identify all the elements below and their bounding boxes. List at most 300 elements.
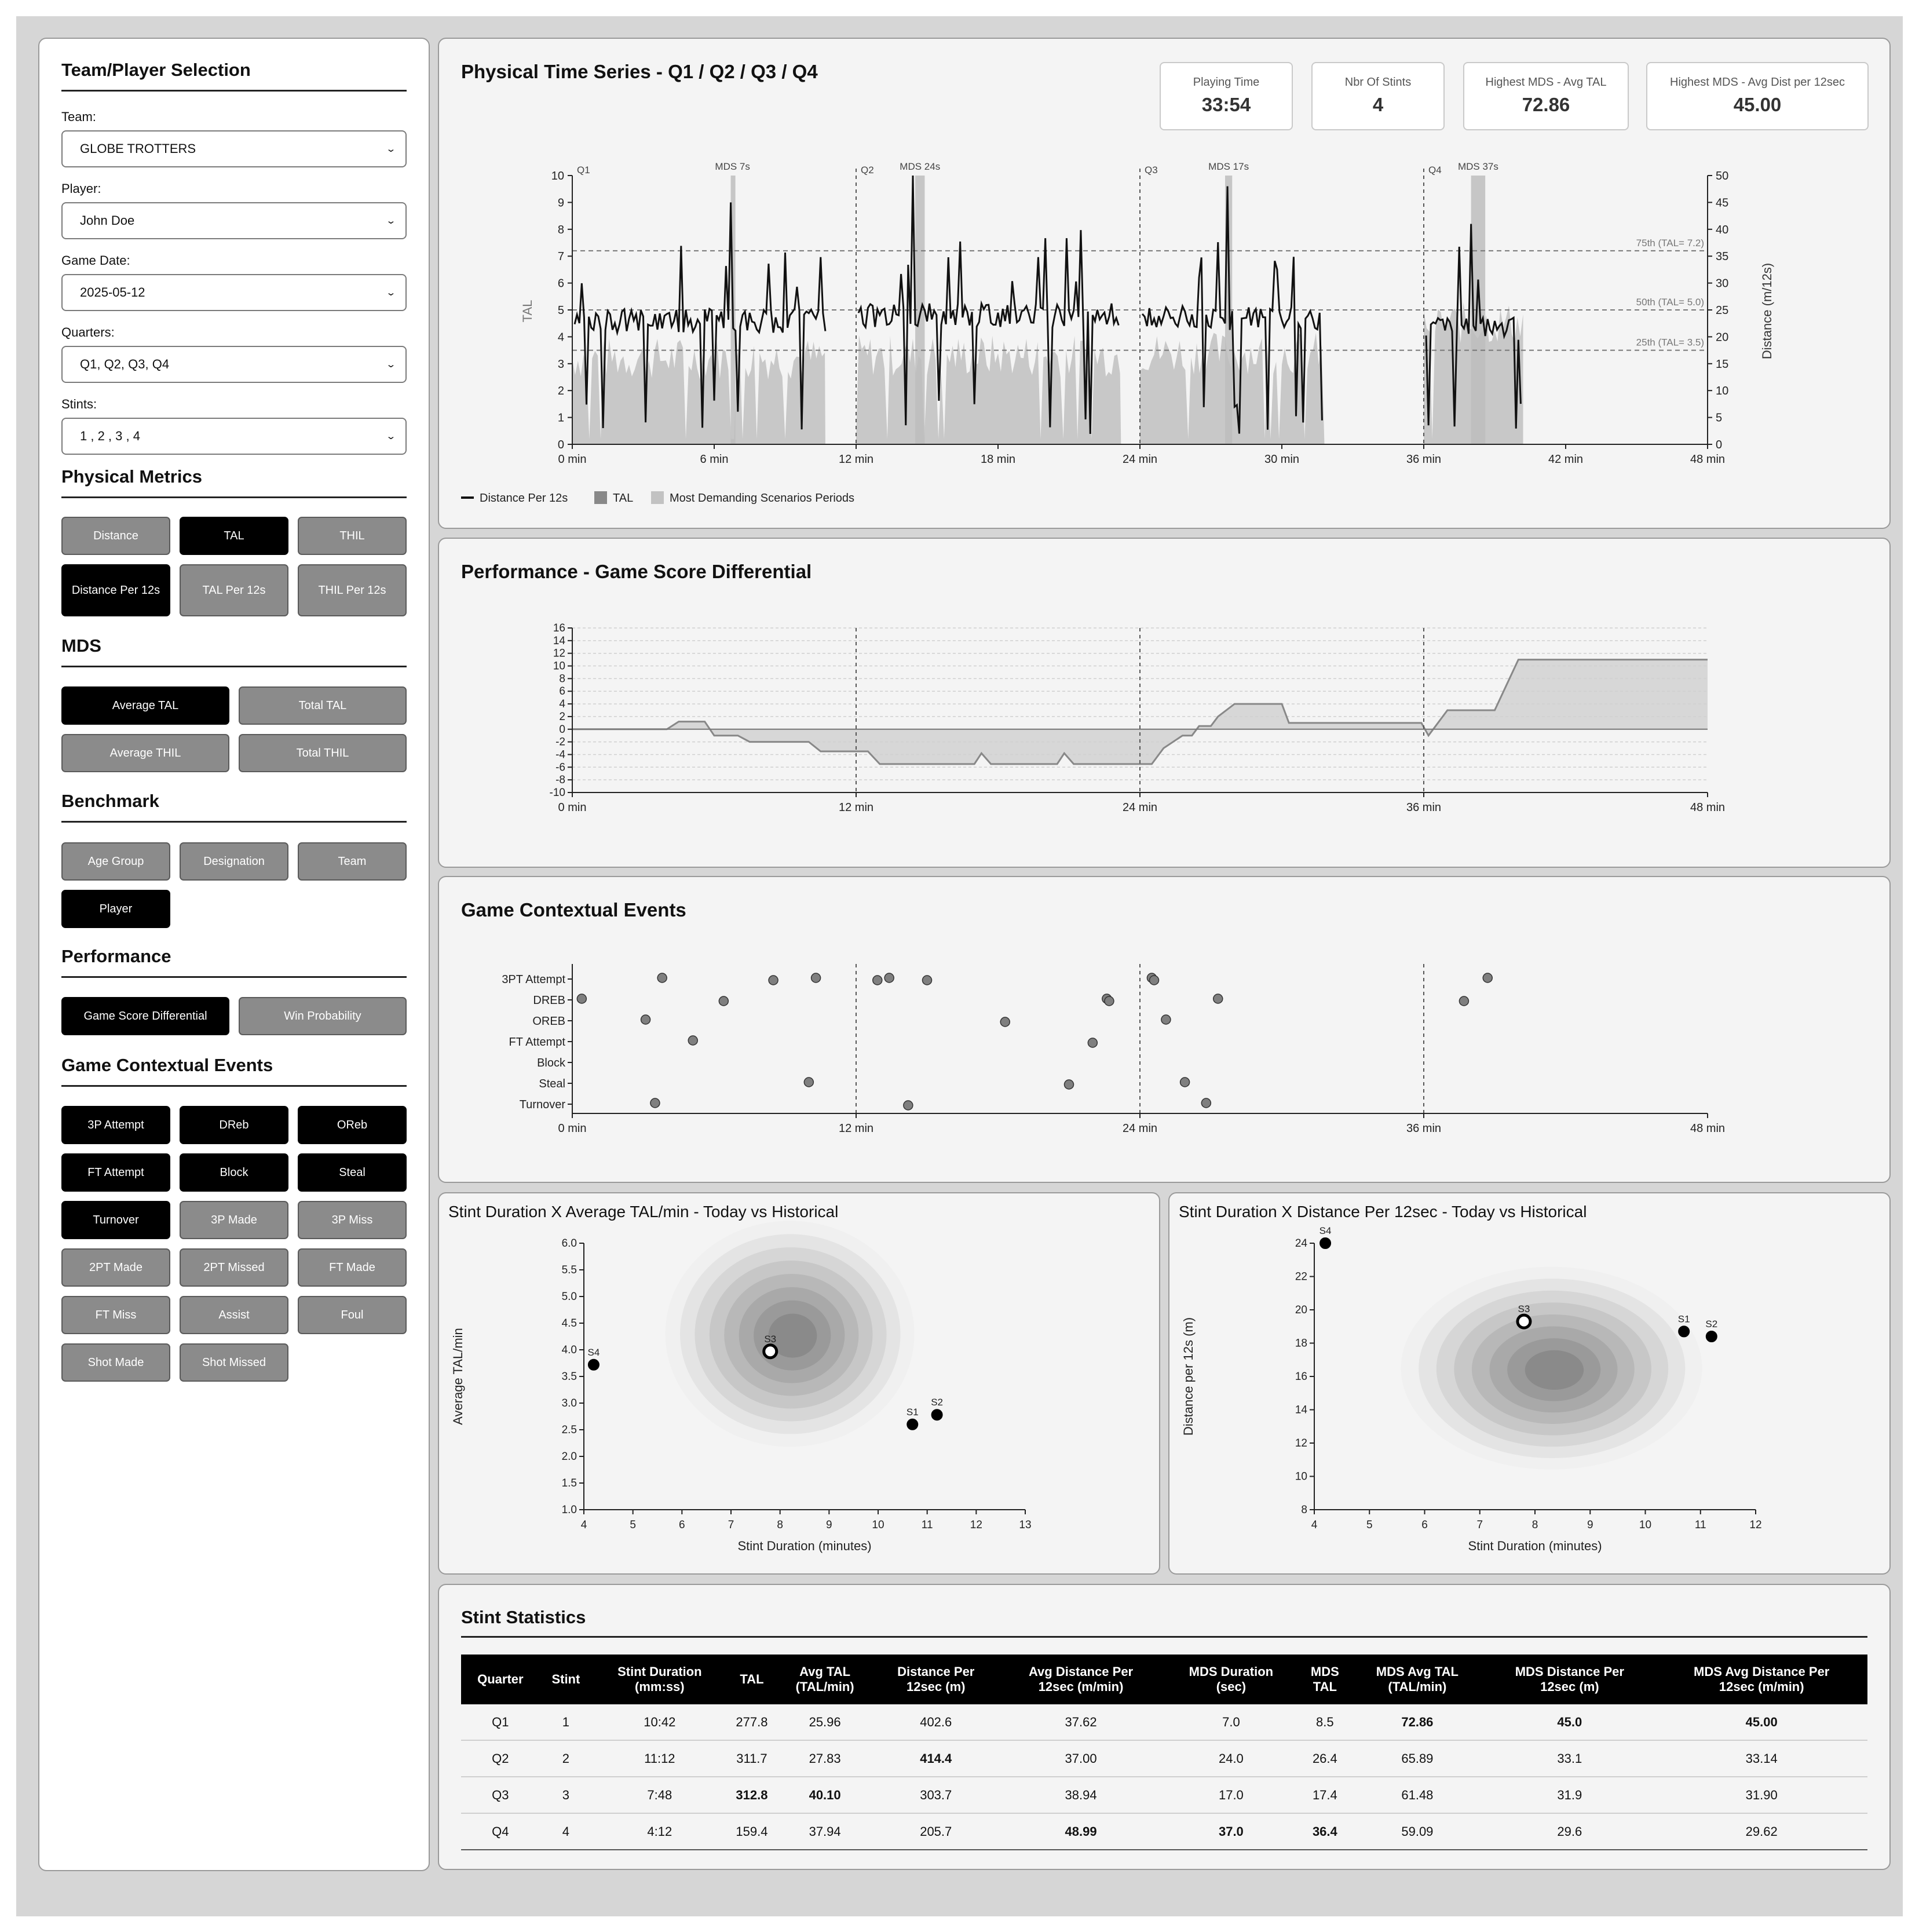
table-cell: 17.4 (1299, 1777, 1351, 1813)
table-cell: 61.48 (1351, 1777, 1484, 1813)
table-cell: 26.4 (1299, 1740, 1351, 1777)
table-row (461, 1813, 1867, 1850)
stints-label: Stints: (61, 397, 97, 411)
table-cell: 33.14 (1655, 1740, 1867, 1777)
y-tick-label: -4 (555, 748, 565, 761)
steal-button[interactable]: Steal (298, 1153, 407, 1192)
kpi-value: 72.86 (1522, 94, 1570, 115)
category-label-block: Block (537, 1057, 565, 1069)
table-cell: 45.00 (1655, 1704, 1867, 1740)
table-cell: 29.62 (1655, 1813, 1867, 1850)
divider (61, 976, 407, 978)
y-tick-label: 4.0 (561, 1344, 577, 1356)
legend-distance: Distance Per 12s (480, 492, 568, 505)
tal-button[interactable]: TAL (180, 517, 288, 555)
kpi-value: 45.00 (1733, 94, 1782, 115)
event-point-steal (1180, 1078, 1190, 1087)
shot-made-button[interactable]: Shot Made (61, 1343, 170, 1382)
column-header-avg-distance-per-12sec-m-min: Avg Distance Per 12sec (m/min) (999, 1655, 1164, 1704)
scatter-tal-chart (439, 1193, 1159, 1573)
y-tick-label: 1.0 (561, 1504, 577, 1516)
x-tick-label: 0 min (558, 1122, 587, 1135)
y-tick-label: 4 (557, 331, 564, 344)
table-cell: 311.7 (728, 1740, 777, 1777)
table-cell: 37.62 (999, 1704, 1164, 1740)
stint-label-s1: S1 (1677, 1313, 1690, 1325)
mds-label-4: MDS 37s (1457, 161, 1498, 172)
y-tick-label: 5.0 (561, 1291, 577, 1303)
table-cell: 37.0 (1164, 1813, 1299, 1850)
quarters-value: Q1, Q2, Q3, Q4 (80, 357, 170, 371)
age-group-button[interactable]: Age Group (61, 842, 170, 881)
x-tick-label: 12 (1749, 1519, 1762, 1531)
player-button[interactable]: Player (61, 890, 170, 928)
stint-point-s2 (1706, 1331, 1717, 1342)
total-thil-button[interactable]: Total THIL (239, 734, 407, 772)
chevron-down-icon: ⌄ (385, 359, 396, 370)
stint-point-s4 (1320, 1238, 1330, 1248)
table-cell: 402.6 (873, 1704, 999, 1740)
y-tick-label: 4.5 (561, 1317, 577, 1330)
stints-value: 1 , 2 , 3 , 4 (80, 429, 140, 443)
stint-point-s1 (907, 1419, 918, 1430)
event-point-oreb (1000, 1017, 1010, 1027)
x-tick-label: 24 min (1122, 453, 1158, 466)
y-tick-label: 16 (1295, 1371, 1307, 1383)
win-probability-button[interactable]: Win Probability (239, 997, 407, 1035)
x-tick-label: 4 (1311, 1519, 1318, 1531)
y-tick-label: -6 (555, 761, 565, 774)
table-row (461, 1777, 1867, 1813)
table-cell: 7.0 (1164, 1704, 1299, 1740)
table-cell: 25.96 (776, 1704, 873, 1740)
y-tick-label: 6.0 (561, 1237, 577, 1250)
x-tick-label: 8 (1531, 1519, 1538, 1531)
event-point-3pt-attempt (1150, 976, 1159, 985)
table-cell: Q2 (461, 1740, 540, 1777)
event-point-ft-attempt (688, 1036, 697, 1045)
y-tick-label: 1 (557, 411, 564, 425)
divider (61, 666, 407, 667)
x-tick-label: 36 min (1406, 801, 1442, 814)
y2-tick-label: 20 (1716, 331, 1729, 344)
team-button[interactable]: Team (298, 842, 407, 881)
x-tick-label: 10 (872, 1519, 884, 1531)
designation-button[interactable]: Designation (180, 842, 288, 881)
x-tick-label: 6 (1421, 1519, 1428, 1531)
table-cell: 159.4 (728, 1813, 777, 1850)
event-point-oreb (641, 1015, 650, 1024)
y-tick-label: 3 (557, 357, 564, 371)
x-tick-label: 4 (580, 1519, 587, 1531)
ft-attempt-button[interactable]: FT Attempt (61, 1153, 170, 1192)
table-cell: 2 (540, 1740, 592, 1777)
event-point-turnover (904, 1101, 913, 1110)
tal-per-12s-button[interactable]: TAL Per 12s (180, 564, 288, 616)
x-tick-label: 6 (679, 1519, 685, 1531)
table-cell: 48.99 (999, 1813, 1164, 1850)
stint-statistics-panel (438, 1584, 1891, 1870)
player-select[interactable] (61, 202, 407, 239)
divider (61, 1085, 407, 1087)
y-tick-label: 14 (1295, 1404, 1307, 1416)
category-label-oreb: OREB (532, 1015, 565, 1028)
scatter-distance-chart (1169, 1193, 1889, 1573)
table-cell: 36.4 (1299, 1813, 1351, 1850)
player-label: Player: (61, 181, 101, 196)
physical-metrics-title: Physical Metrics (61, 466, 202, 487)
y-tick-label: 5 (557, 304, 564, 317)
y2-tick-label: 35 (1716, 250, 1729, 264)
event-point-3pt-attempt (657, 973, 667, 983)
table-body (461, 1704, 1867, 1850)
kpi-title: Playing Time (1193, 76, 1260, 89)
table-cell: 10:42 (592, 1704, 728, 1740)
scatter-tal-panel (438, 1192, 1160, 1575)
x-tick-label: 9 (1587, 1519, 1593, 1531)
table-cell: 72.86 (1351, 1704, 1484, 1740)
y-tick-label: 3.5 (561, 1371, 577, 1383)
y-tick-label: 6 (559, 685, 565, 698)
y-tick-label: 2 (559, 710, 565, 723)
tal-area-stint-2 (856, 335, 1121, 444)
x-axis-title: Stint Duration (minutes) (737, 1539, 872, 1553)
table-cell: 205.7 (873, 1813, 999, 1850)
event-point-3pt-attempt (1483, 973, 1492, 983)
time-series-title: Physical Time Series - Q1 / Q2 / Q3 / Q4 (461, 61, 818, 82)
chevron-down-icon: ⌄ (385, 143, 396, 154)
x-tick-label: 12 min (838, 1122, 874, 1135)
oreb-button[interactable]: OReb (298, 1106, 407, 1144)
column-header-quarter: Quarter (461, 1655, 540, 1704)
events-panel-title: Game Contextual Events (461, 899, 686, 921)
y2-tick-label: 40 (1716, 223, 1729, 236)
y-tick-label: 10 (551, 170, 564, 182)
stint-point-s2 (932, 1409, 942, 1420)
x-tick-label: 9 (826, 1519, 832, 1531)
assist-button[interactable]: Assist (180, 1296, 288, 1334)
performance-title: Performance (61, 946, 171, 966)
table-cell: Q1 (461, 1704, 540, 1740)
event-point-steal (804, 1078, 813, 1087)
y-tick-label: 4 (559, 698, 565, 711)
x-tick-label: 6 min (700, 453, 729, 466)
column-header-mds-avg-tal-tal-min: MDS Avg TAL (TAL/min) (1351, 1655, 1484, 1704)
stint-label-s3: S3 (764, 1333, 777, 1345)
benchmark-title: Benchmark (61, 791, 159, 811)
average-tal-button[interactable]: Average TAL (61, 686, 229, 725)
y-tick-label: 0 (559, 723, 565, 736)
table-cell: 37.00 (999, 1740, 1164, 1777)
event-point-3pt-attempt (769, 976, 778, 985)
y2-tick-label: 50 (1716, 170, 1729, 182)
3p-made-button[interactable]: 3P Made (180, 1201, 288, 1239)
y-tick-label: 8 (1301, 1504, 1307, 1516)
event-point-dreb (719, 996, 728, 1006)
event-point-3pt-attempt (884, 973, 894, 983)
3p-attempt-button[interactable]: 3P Attempt (61, 1106, 170, 1144)
x-tick-label: 12 min (838, 801, 874, 814)
y-tick-label: 1.5 (561, 1477, 577, 1489)
x-tick-label: 30 min (1264, 453, 1300, 466)
total-tal-button[interactable]: Total TAL (239, 686, 407, 725)
column-header-avg-tal-tal-min: Avg TAL (TAL/min) (776, 1655, 873, 1704)
event-point-ft-attempt (1088, 1038, 1097, 1047)
player-value: John Doe (80, 213, 135, 228)
category-label-steal: Steal (539, 1078, 565, 1090)
turnover-button[interactable]: Turnover (61, 1201, 170, 1239)
x-tick-label: 48 min (1690, 1122, 1726, 1135)
y-tick-label: 8 (557, 223, 564, 236)
game-score-differential-button[interactable]: Game Score Differential (61, 997, 229, 1035)
x-tick-label: 48 min (1690, 801, 1726, 814)
y2-axis-title: Distance (m/12s) (1760, 262, 1774, 360)
table-cell: 37.94 (776, 1813, 873, 1850)
y2-tick-label: 30 (1716, 277, 1729, 290)
block-button[interactable]: Block (180, 1153, 288, 1192)
column-header-distance-per-12sec-m: Distance Per 12sec (m) (873, 1655, 999, 1704)
y-tick-label: 10 (1295, 1470, 1307, 1483)
kpi-title: Highest MDS - Avg Dist per 12sec (1670, 76, 1845, 89)
stint-point-s3 (764, 1345, 777, 1358)
reference-label-3: 25th (TAL= 3.5) (1636, 337, 1704, 348)
distance-per-12s-button[interactable]: Distance Per 12s (61, 564, 170, 616)
team-select[interactable] (61, 130, 407, 167)
event-point-dreb (1105, 996, 1114, 1006)
kpi-title: Highest MDS - Avg TAL (1485, 76, 1607, 89)
x-tick-label: 18 min (980, 453, 1016, 466)
table-cell: 4:12 (592, 1813, 728, 1850)
category-label-ft-attempt: FT Attempt (509, 1036, 565, 1049)
divider (461, 1636, 1867, 1638)
x-tick-label: 10 (1639, 1519, 1652, 1531)
event-point-steal (1065, 1080, 1074, 1089)
table-cell: 8.5 (1299, 1704, 1351, 1740)
score-differential-panel (438, 538, 1891, 868)
x-tick-label: 48 min (1690, 453, 1726, 466)
column-header-stint-duration-mm-ss: Stint Duration (mm:ss) (592, 1655, 728, 1704)
game-date-select[interactable] (61, 274, 407, 311)
mds-label-3: MDS 17s (1208, 161, 1249, 172)
category-label-dreb: DREB (533, 994, 565, 1007)
x-tick-label: 5 (1366, 1519, 1373, 1531)
x-tick-label: 12 min (838, 453, 874, 466)
x-tick-label: 8 (777, 1519, 783, 1531)
table-cell: 303.7 (873, 1777, 999, 1813)
category-label-3pt-attempt: 3PT Attempt (502, 973, 565, 986)
table-cell: 1 (540, 1704, 592, 1740)
sidebar (38, 38, 430, 1871)
y-tick-label: 0 (557, 439, 564, 451)
table-cell: 65.89 (1351, 1740, 1484, 1777)
thil-button[interactable]: THIL (298, 517, 407, 555)
divider (61, 496, 407, 498)
table-cell: 33.1 (1483, 1740, 1655, 1777)
divider (61, 821, 407, 823)
column-header-mds-tal: MDS TAL (1299, 1655, 1351, 1704)
score-differential-chart (439, 539, 1889, 867)
y-tick-label: 5.5 (561, 1264, 577, 1276)
table-row (461, 1740, 1867, 1777)
x-tick-label: 7 (1476, 1519, 1483, 1531)
reference-label-1: 75th (TAL= 7.2) (1636, 237, 1704, 249)
chevron-down-icon: ⌄ (385, 287, 396, 298)
y-tick-label: -2 (555, 736, 565, 748)
y-tick-label: 2.0 (561, 1451, 577, 1463)
y-tick-label: 7 (557, 250, 564, 264)
events-chart (439, 877, 1889, 1182)
scatter-distance-panel (1168, 1192, 1891, 1575)
stats-title: Stint Statistics (461, 1607, 586, 1627)
x-tick-label: 12 (970, 1519, 982, 1531)
x-tick-label: 5 (630, 1519, 636, 1531)
table-cell: 45.0 (1483, 1704, 1655, 1740)
table-cell: 59.09 (1351, 1813, 1484, 1850)
chevron-down-icon: ⌄ (385, 430, 396, 441)
shot-missed-button[interactable]: Shot Missed (180, 1343, 288, 1382)
table-cell: Q4 (461, 1813, 540, 1850)
kpi-value: 4 (1372, 94, 1384, 115)
column-header-mds-avg-distance-per-12sec-m-min: MDS Avg Distance Per 12sec (m/min) (1655, 1655, 1867, 1704)
ft-made-button[interactable]: FT Made (298, 1248, 407, 1287)
legend-mds-swatch (651, 491, 664, 504)
y-tick-label: 12 (553, 647, 565, 660)
scatter-distance-title: Stint Duration X Distance Per 12sec - Today vs Historical (1179, 1203, 1587, 1221)
3p-miss-button[interactable]: 3P Miss (298, 1201, 407, 1239)
score-title: Performance - Game Score Differential (461, 561, 812, 582)
column-header-tal: TAL (728, 1655, 777, 1704)
x-axis-title: Stint Duration (minutes) (1468, 1539, 1602, 1553)
table-cell: 4 (540, 1813, 592, 1850)
kpi-value: 33:54 (1201, 94, 1251, 115)
stint-point-s1 (1679, 1326, 1689, 1336)
quarter-label-q3: Q3 (1145, 165, 1158, 176)
y-tick-label: 8 (559, 673, 565, 685)
game-date-value: 2025-05-12 (80, 285, 145, 300)
table-cell: 3 (540, 1777, 592, 1813)
distance-button[interactable]: Distance (61, 517, 170, 555)
table-cell: 31.9 (1483, 1777, 1655, 1813)
event-point-3pt-attempt (812, 973, 821, 983)
stint-label-s1: S1 (906, 1406, 919, 1418)
stint-point-s3 (1518, 1315, 1530, 1328)
table-cell: 24.0 (1164, 1740, 1299, 1777)
event-point-3pt-attempt (873, 976, 882, 985)
event-point-oreb (1161, 1015, 1171, 1024)
stints-select[interactable] (61, 418, 407, 455)
y-tick-label: 22 (1295, 1270, 1307, 1283)
event-point-dreb (577, 994, 586, 1003)
event-point-dreb (1213, 994, 1223, 1003)
y-tick-label: 12 (1295, 1437, 1307, 1449)
y-tick-label: 9 (557, 196, 564, 210)
dreb-button[interactable]: DReb (180, 1106, 288, 1144)
divider (61, 90, 407, 92)
event-point-3pt-attempt (923, 976, 932, 985)
x-tick-label: 13 (1019, 1519, 1032, 1531)
quarter-label-q4: Q4 (1428, 165, 1442, 176)
category-label-turnover: Turnover (519, 1098, 565, 1111)
table-cell: 11:12 (592, 1740, 728, 1777)
stint-statistics-table (461, 1655, 1867, 1850)
2pt-made-button[interactable]: 2PT Made (61, 1248, 170, 1287)
time-series-panel (438, 38, 1891, 529)
quarter-label-q1: Q1 (577, 165, 590, 176)
y-axis-title: Distance per 12s (m) (1181, 1317, 1196, 1436)
reference-label-2: 50th (TAL= 5.0) (1636, 297, 1704, 308)
selection-title: Team/Player Selection (61, 60, 251, 80)
table-cell: 7:48 (592, 1777, 728, 1813)
legend-mds: Most Demanding Scenarios Periods (670, 492, 855, 505)
y-axis-title: TAL (520, 300, 535, 323)
stint-label-s3: S3 (1518, 1303, 1530, 1315)
game-date-label: Game Date: (61, 253, 130, 268)
y2-tick-label: 15 (1716, 357, 1729, 371)
y-tick-label: 16 (553, 622, 565, 634)
y-tick-label: 2 (557, 385, 564, 398)
column-header-stint: Stint (540, 1655, 592, 1704)
events-title: Game Contextual Events (61, 1055, 273, 1075)
ft-miss-button[interactable]: FT Miss (61, 1296, 170, 1334)
table-cell: 27.83 (776, 1740, 873, 1777)
quarters-select[interactable] (61, 346, 407, 383)
table-cell: 31.90 (1655, 1777, 1867, 1813)
events-panel (438, 876, 1891, 1183)
x-tick-label: 42 min (1548, 453, 1584, 466)
average-thil-button[interactable]: Average THIL (61, 734, 229, 772)
x-tick-label: 0 min (558, 801, 587, 814)
table-header-row (461, 1655, 1867, 1704)
y-tick-label: -8 (555, 774, 565, 787)
chevron-down-icon: ⌄ (385, 215, 396, 226)
quarters-label: Quarters: (61, 325, 115, 339)
table-cell: 29.6 (1483, 1813, 1655, 1850)
table-cell: 277.8 (728, 1704, 777, 1740)
legend-tal: TAL (613, 492, 634, 505)
y-tick-label: 14 (553, 634, 565, 647)
foul-button[interactable]: Foul (298, 1296, 407, 1334)
density-contour-8 (1525, 1350, 1584, 1390)
2pt-missed-button[interactable]: 2PT Missed (180, 1248, 288, 1287)
mds-title: MDS (61, 636, 101, 656)
x-tick-label: 11 (921, 1519, 933, 1531)
thil-per-12s-button[interactable]: THIL Per 12s (298, 564, 407, 616)
y-tick-label: 3.0 (561, 1397, 577, 1409)
quarter-label-q2: Q2 (861, 165, 874, 176)
x-tick-label: 36 min (1406, 1122, 1442, 1135)
y-tick-label: 6 (557, 277, 564, 290)
x-tick-label: 11 (1694, 1519, 1706, 1531)
kpi-title: Nbr Of Stints (1344, 76, 1412, 89)
y-tick-label: 20 (1295, 1304, 1307, 1316)
mds-label-1: MDS 7s (715, 161, 750, 172)
event-point-turnover (1201, 1098, 1211, 1108)
column-header-mds-duration-sec: MDS Duration (sec) (1164, 1655, 1299, 1704)
x-tick-label: 24 min (1122, 801, 1158, 814)
table-cell: 312.8 (728, 1777, 777, 1813)
legend-tal-swatch (594, 491, 607, 504)
x-tick-label: 36 min (1406, 453, 1442, 466)
time-series-chart (439, 39, 1889, 528)
y2-tick-label: 45 (1716, 196, 1729, 210)
team-label: Team: (61, 109, 96, 124)
event-point-turnover (650, 1098, 660, 1108)
x-tick-label: 7 (728, 1519, 734, 1531)
y-tick-label: 24 (1295, 1237, 1307, 1250)
scatter-tal-title: Stint Duration X Average TAL/min - Today vs Historical (448, 1203, 839, 1221)
team-value: GLOBE TROTTERS (80, 141, 196, 156)
table-cell: 414.4 (873, 1740, 999, 1777)
